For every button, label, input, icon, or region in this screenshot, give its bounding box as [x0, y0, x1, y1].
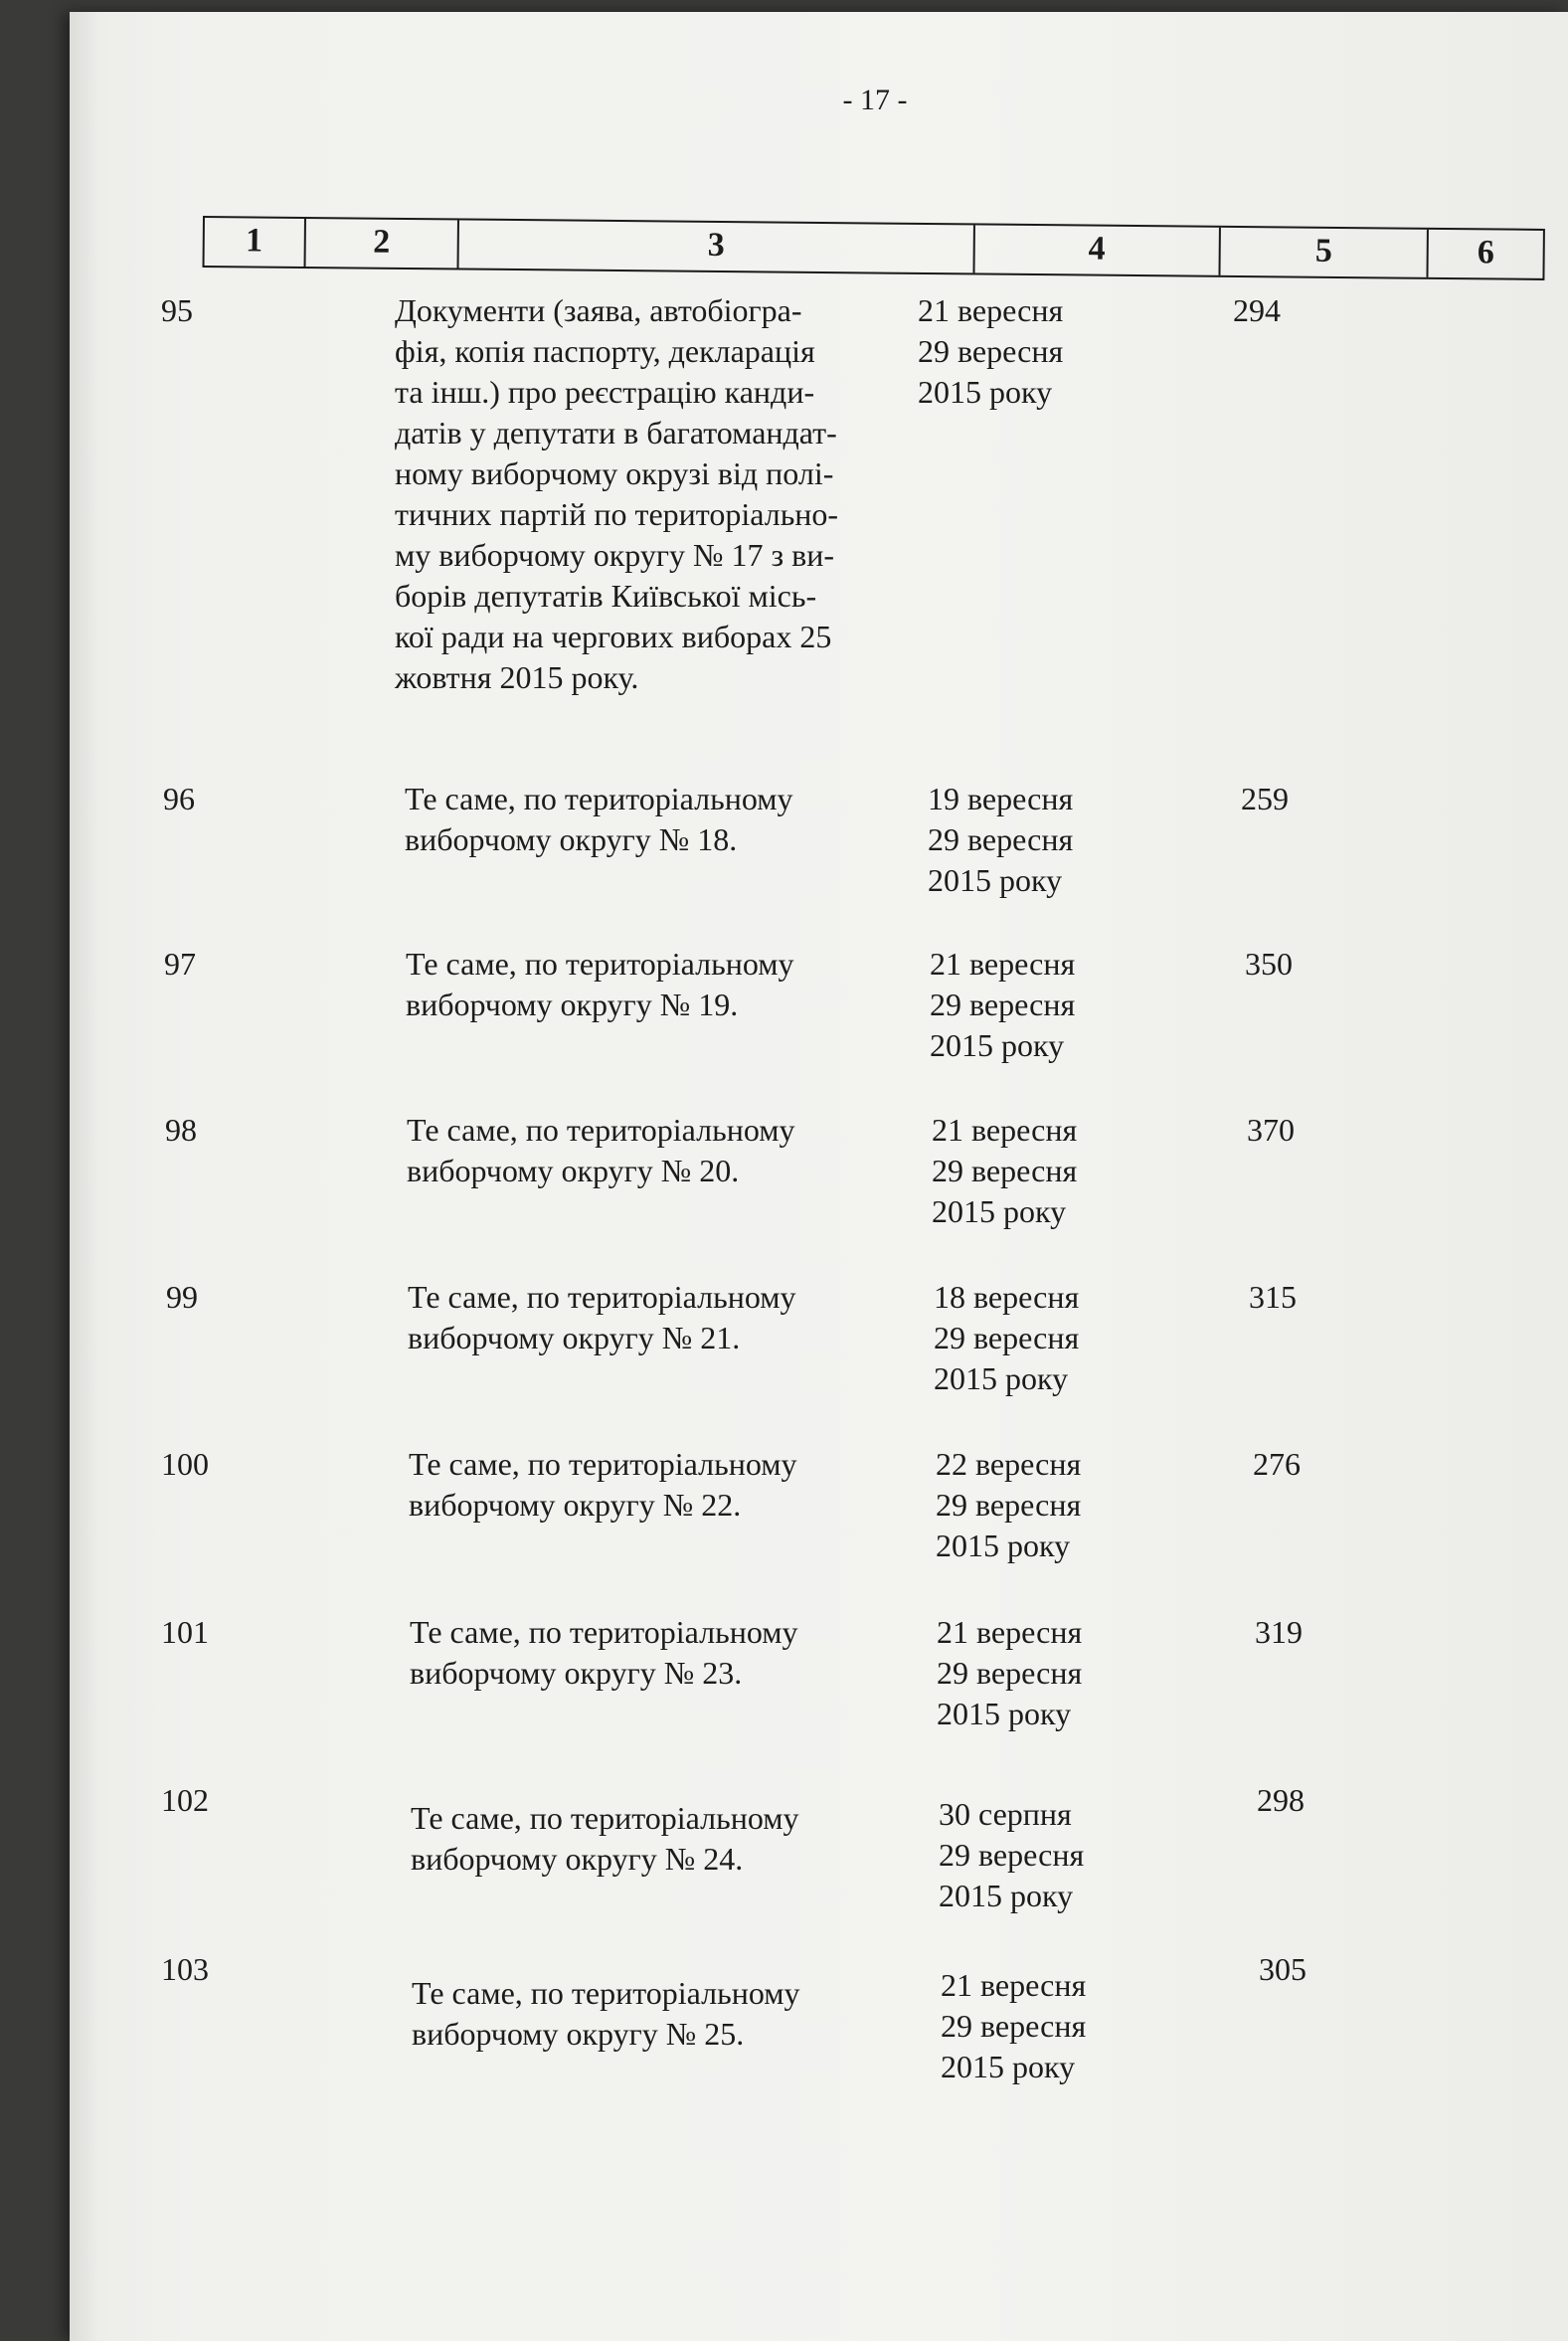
date-from: 21 вересня [932, 1112, 1078, 1148]
date-from: 21 вересня [930, 946, 1076, 982]
row-description [395, 290, 932, 698]
row-number: 99 [166, 1279, 198, 1315]
description-line: жовтня 2015 року. [395, 659, 639, 695]
sheet-count: 370 [1247, 1112, 1295, 1148]
description-line: виборчому округу № 21. [408, 1320, 741, 1355]
row-description [411, 1798, 948, 1880]
date-to: 29 вересня [937, 1655, 1083, 1691]
sheet-count: 305 [1259, 1951, 1307, 1987]
date-year: 2015 року [936, 1528, 1071, 1563]
date-to: 29 вересня [941, 2008, 1087, 2044]
row-description [407, 1110, 944, 1191]
description-line: ному виборчому окрузі від полі- [395, 455, 834, 491]
row-description [410, 1612, 947, 1694]
row-description [406, 944, 943, 1025]
description-line: фія, копія паспорту, декларація [395, 333, 815, 369]
row-description [408, 1277, 945, 1358]
date-year: 2015 року [939, 1878, 1074, 1913]
date-to: 29 вересня [932, 1153, 1078, 1188]
description-line: виборчому округу № 19. [406, 987, 739, 1022]
table-header-row [203, 216, 1545, 280]
column-header-3: 3 [459, 220, 975, 272]
row-number: 95 [161, 292, 193, 328]
row-dates [934, 1277, 1172, 1399]
date-year: 2015 року [932, 1193, 1067, 1229]
row-dates [928, 779, 1166, 901]
document-page [70, 12, 1568, 2341]
column-header-1: 1 [205, 218, 306, 267]
description-line: Те саме, по територіальному [406, 946, 794, 982]
row-number: 97 [164, 946, 196, 982]
column-header-2: 2 [305, 219, 459, 268]
description-line: та інш.) про реєстрацію канди- [395, 374, 815, 410]
date-from: 30 серпня [939, 1796, 1072, 1832]
row-dates [930, 944, 1168, 1066]
description-line: Те саме, по територіальному [408, 1279, 796, 1315]
row-dates [932, 1110, 1170, 1232]
row-number: 98 [165, 1112, 197, 1148]
description-line: виборчому округу № 24. [411, 1841, 744, 1877]
description-line: борів депутатів Київської місь- [395, 578, 817, 614]
date-year: 2015 року [928, 862, 1063, 898]
description-line: датів у депутати в багатомандат- [395, 415, 837, 450]
description-line: Те саме, по територіальному [409, 1446, 797, 1482]
description-line: Те саме, по територіальному [405, 781, 793, 816]
sheet-count: 298 [1257, 1782, 1305, 1818]
description-line: тичних партій по територіально- [395, 496, 839, 532]
date-to: 29 вересня [939, 1837, 1085, 1873]
description-line: му виборчому округу № 17 з ви- [395, 537, 835, 573]
row-dates [918, 290, 1156, 413]
row-number: 96 [163, 781, 195, 816]
date-from: 18 вересня [934, 1279, 1080, 1315]
date-to: 29 вересня [918, 333, 1064, 369]
date-year: 2015 року [918, 374, 1053, 410]
description-line: Те саме, по територіальному [411, 1800, 799, 1836]
date-to: 29 вересня [928, 821, 1074, 857]
date-year: 2015 року [930, 1027, 1065, 1063]
row-number: 102 [161, 1782, 209, 1818]
date-to: 29 вересня [936, 1487, 1082, 1523]
row-number: 100 [161, 1446, 209, 1482]
date-year: 2015 року [941, 2049, 1076, 2084]
date-year: 2015 року [937, 1696, 1072, 1731]
description-line: Документи (заява, автобіогра- [395, 292, 802, 328]
column-header-4: 4 [974, 225, 1221, 274]
date-from: 21 вересня [918, 292, 1064, 328]
date-from: 19 вересня [928, 781, 1074, 816]
date-to: 29 вересня [934, 1320, 1080, 1355]
page-number: - 17 - [842, 84, 908, 116]
description-line: виборчому округу № 23. [410, 1655, 743, 1691]
description-line: виборчому округу № 25. [412, 2016, 745, 2052]
description-line: Те саме, по територіальному [412, 1975, 800, 2011]
sheet-count: 315 [1249, 1279, 1297, 1315]
description-line: Те саме, по територіальному [410, 1614, 798, 1650]
date-from: 22 вересня [936, 1446, 1082, 1482]
row-number: 101 [161, 1614, 209, 1650]
row-description [405, 779, 942, 860]
description-line: виборчому округу № 18. [405, 821, 738, 857]
description-line: виборчому округу № 22. [409, 1487, 742, 1523]
row-number: 103 [161, 1951, 209, 1987]
column-header-6: 6 [1477, 234, 1495, 271]
date-to: 29 вересня [930, 987, 1076, 1022]
row-dates [941, 1965, 1179, 2087]
date-from: 21 вересня [937, 1614, 1083, 1650]
row-description [412, 1973, 949, 2055]
description-line: кої ради на чергових виборах 25 [395, 619, 832, 654]
sheet-count: 276 [1253, 1446, 1301, 1482]
description-line: виборчому округу № 20. [407, 1153, 740, 1188]
sheet-count: 350 [1245, 946, 1293, 982]
row-dates [939, 1794, 1177, 1916]
date-from: 21 вересня [941, 1967, 1087, 2003]
row-description [409, 1444, 946, 1526]
description-line: Те саме, по територіальному [407, 1112, 795, 1148]
sheet-count: 294 [1233, 292, 1281, 328]
sheet-count: 319 [1255, 1614, 1303, 1650]
sheet-count: 259 [1241, 781, 1289, 816]
date-year: 2015 року [934, 1360, 1069, 1396]
row-dates [937, 1612, 1175, 1734]
row-dates [936, 1444, 1174, 1566]
column-header-5: 5 [1220, 228, 1429, 277]
